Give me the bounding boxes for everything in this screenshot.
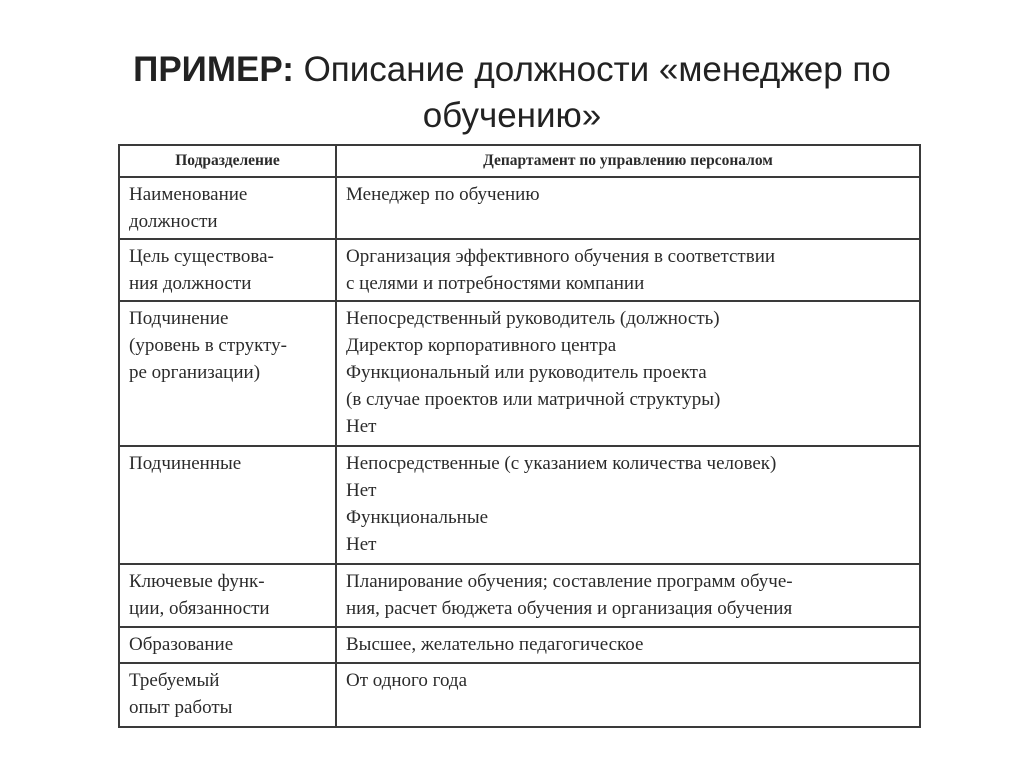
table-row [119,301,920,446]
value-line: Непосредственный руководитель (должность) [346,308,720,329]
table-header-row [119,145,920,177]
label-line: (уровень в структу- [129,335,288,356]
row-value [336,446,920,564]
label-line: Подчинение [129,308,229,329]
label-line: ния должности [129,273,252,294]
value-line: Менеджер по обучению [346,184,540,205]
value-line: Функциональный или руководитель проекта [346,362,707,383]
value-line: Непосредственные (с указанием количества человек) [346,453,777,474]
row-value [336,301,920,446]
value-line: Планирование обучения; составление программ обуче- [346,571,793,592]
row-label [119,177,336,239]
value-line: (в случае проектов или матричной структуры) [346,389,721,410]
row-value [336,177,920,239]
label-line: должности [129,211,218,232]
table-row [119,627,920,663]
header-department: Департамент по управлению персоналом [336,145,920,177]
row-value [336,663,920,727]
label-line: Подчиненные [129,453,242,474]
value-line: Нет [346,480,377,501]
page-title [0,47,1024,139]
row-value [336,564,920,627]
label-line: Образование [129,634,234,655]
row-label [119,239,336,301]
value-line: Нет [346,416,377,437]
row-label [119,663,336,727]
title-lead: ПРИМЕР: [133,50,294,89]
label-line: Наименование [129,184,248,205]
title-text: Описание должности «менеджер по [293,50,891,89]
table-row [119,239,920,301]
label-line: Цель существова- [129,246,274,267]
label-line: ре организации) [129,362,261,383]
job-description-table [118,144,921,728]
title-line-2: обучению» [422,96,602,135]
value-line: От одного года [346,670,468,691]
value-line: Функциональные [346,507,489,528]
row-value [336,239,920,301]
title-line-1 [0,47,1024,93]
label-line: Ключевые функ- [129,571,265,592]
value-line: с целями и потребностями компании [346,273,645,294]
label-line: Требуемый [129,670,220,691]
table-row [119,663,920,727]
value-line: Нет [346,534,377,555]
value-line: ния, расчет бюджета обучения и организация обучения [346,598,793,619]
row-value [336,627,920,663]
row-label [119,446,336,564]
table-row [119,177,920,239]
label-line: ции, обязанности [129,598,270,619]
table-row [119,446,920,564]
value-line: Организация эффективного обучения в соответствии [346,246,776,267]
table-row [119,564,920,627]
row-label [119,301,336,446]
row-label [119,564,336,627]
value-line: Директор корпоративного центра [346,335,617,356]
row-label [119,627,336,663]
label-line: опыт работы [129,697,233,718]
header-division: Подразделение [119,145,336,177]
value-line: Высшее, желательно педагогическое [346,634,644,655]
